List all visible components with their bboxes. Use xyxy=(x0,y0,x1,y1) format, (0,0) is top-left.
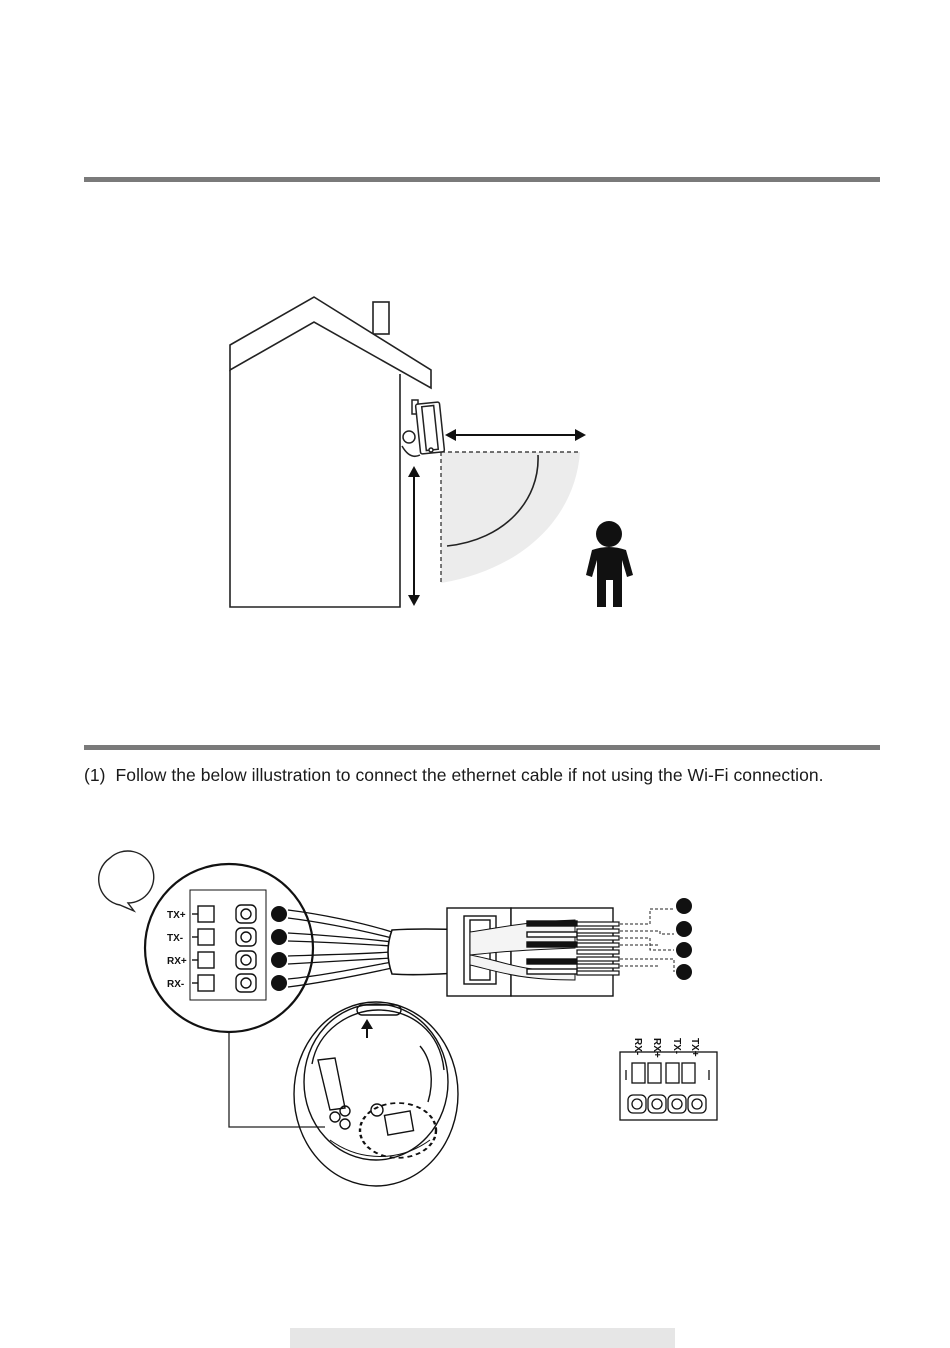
terminal-label-rx-minus: RX- xyxy=(167,979,185,990)
terminal-label-tx-plus: TX+ xyxy=(167,910,186,921)
terminal-label-right-rx-minus: RX- xyxy=(632,1038,643,1056)
arrow-up-icon xyxy=(361,1019,373,1038)
step-number: (1) xyxy=(84,765,106,785)
step-text: Follow the below illustration to connect the ethernet cable if not using the Wi-Fi connection. xyxy=(115,765,824,785)
terminal-block-right xyxy=(620,1052,717,1120)
camera-base-icon xyxy=(294,1002,458,1186)
footer-bar xyxy=(290,1328,675,1348)
pin-mapping-dots xyxy=(676,898,692,980)
speech-bubble-icon xyxy=(99,851,154,911)
terminal-label-right-tx-plus: TX+ xyxy=(689,1038,700,1057)
terminal-label-rx-plus: RX+ xyxy=(167,956,187,967)
terminal-label-right-rx-plus: RX+ xyxy=(651,1038,662,1058)
terminal-zoom-circle xyxy=(145,864,313,1032)
terminal-label-right-tx-minus: TX- xyxy=(671,1038,682,1055)
terminal-label-tx-minus: TX- xyxy=(167,933,184,944)
pin-mapping-lines xyxy=(620,909,674,972)
